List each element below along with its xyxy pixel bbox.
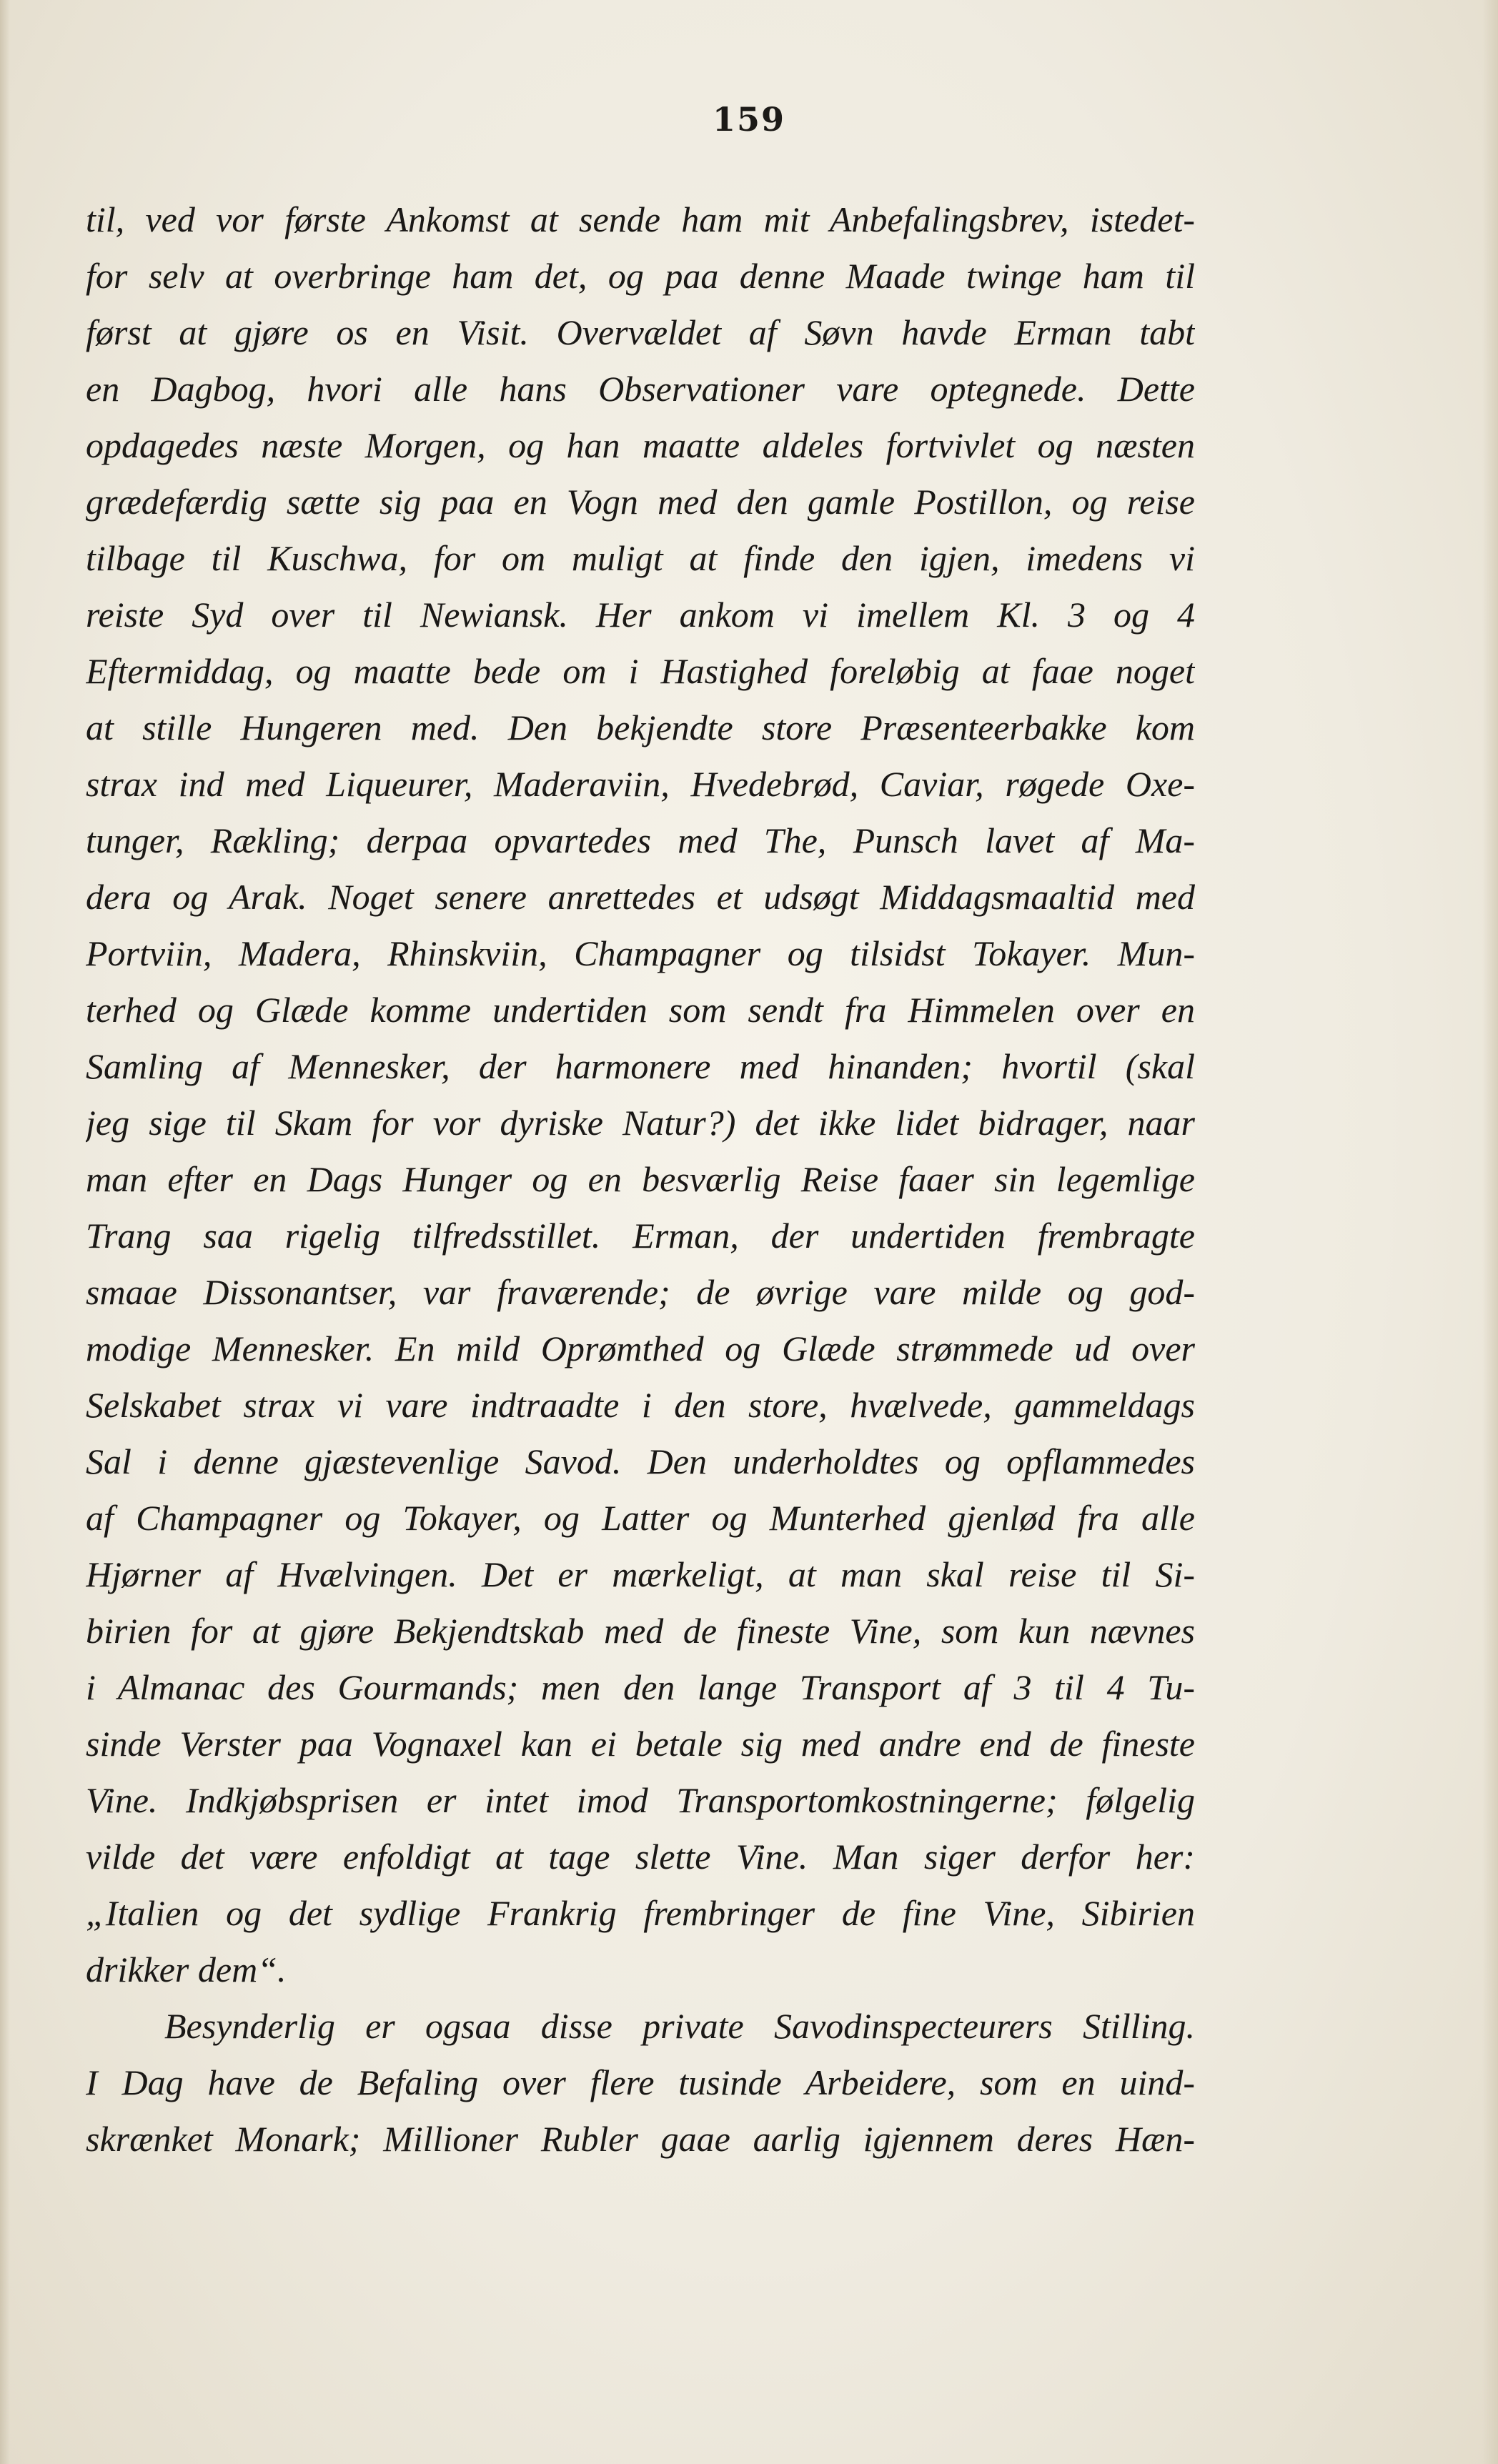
text-line: „Italien og det sydlige Frankrig frembringer de fine Vine, Sibirien: [86, 1893, 1195, 1933]
page-edge-right: [1482, 0, 1498, 2464]
page-number: 159: [712, 100, 786, 139]
text-line: i Almanac des Gourmands; men den lange Transport af 3 til 4 Tu-: [86, 1667, 1195, 1707]
text-line: Besynderlig er ogsaa disse private Savodinspecteurers Stilling.: [164, 2006, 1195, 2046]
text-line: sinde Verster paa Vognaxel kan ei betale sig med andre end de fineste: [86, 1724, 1195, 1764]
text-line: tilbage til Kuschwa, for om muligt at finde den igjen, imedens vi: [86, 538, 1195, 578]
text-line: Hjørner af Hvælvingen. Det er mærkeligt, at man skal reise til Si-: [86, 1554, 1195, 1594]
text-line: man efter en Dags Hunger og en besværlig Reise faaer sin legemlige: [86, 1159, 1195, 1199]
text-line: opdagedes næste Morgen, og han maatte aldeles fortvivlet og næsten: [86, 425, 1195, 465]
text-line: af Champagner og Tokayer, og Latter og Munterhed gjenlød fra alle: [86, 1498, 1195, 1538]
text-line: først at gjøre os en Visit. Overvældet af Søvn havde Erman tabt: [86, 312, 1195, 352]
text-line: Trang saa rigelig tilfredsstillet. Erman, der undertiden frembragte: [86, 1216, 1195, 1256]
text-line: terhed og Glæde komme undertiden som sendt fra Himmelen over en: [86, 990, 1195, 1030]
text-line: skrænket Monark; Millioner Rubler gaae aarlig igjennem deres Hæn-: [86, 2119, 1195, 2159]
text-line: Vine. Indkjøbsprisen er intet imod Transportomkostningerne; følgelig: [86, 1780, 1195, 1820]
body-text: [86, 192, 1195, 2167]
text-line: modige Mennesker. En mild Oprømthed og Glæde strømmede ud over: [86, 1328, 1195, 1368]
text-line: dera og Arak. Noget senere anrettedes et udsøgt Middagsmaaltid med: [86, 877, 1195, 917]
page-edge-left: [0, 0, 10, 2464]
text-line: til, ved vor første Ankomst at sende ham mit Anbefalingsbrev, istedet-: [86, 199, 1195, 239]
text-line: tunger, Rækling; derpaa opvartedes med The, Punsch lavet af Ma-: [86, 820, 1195, 860]
text-line: strax ind med Liqueurer, Maderaviin, Hvedebrød, Caviar, røgede Oxe-: [86, 764, 1195, 804]
text-line: I Dag have de Befaling over flere tusinde Arbeidere, som en uind-: [86, 2062, 1195, 2102]
text-line: drikker dem“.: [86, 1949, 287, 1989]
text-line: Selskabet strax vi vare indtraadte i den store, hvælvede, gammeldags: [86, 1385, 1195, 1425]
text-line: reiste Syd over til Newiansk. Her ankom vi imellem Kl. 3 og 4: [86, 595, 1195, 635]
text-line: jeg sige til Skam for vor dyriske Natur?) det ikke lidet bidrager, naar: [86, 1103, 1195, 1143]
text-line: Eftermiddag, og maatte bede om i Hastighed foreløbig at faae noget: [86, 651, 1195, 691]
text-line: Samling af Mennesker, der harmonere med hinanden; hvortil (skal: [86, 1046, 1195, 1086]
text-line: for selv at overbringe ham det, og paa denne Maade twinge ham til: [86, 256, 1195, 296]
text-line: grædefærdig sætte sig paa en Vogn med den gamle Postillon, og reise: [86, 482, 1195, 522]
text-line: vilde det være enfoldigt at tage slette Vine. Man siger derfor her:: [86, 1837, 1195, 1877]
text-line: smaae Dissonantser, var fraværende; de øvrige vare milde og god-: [86, 1272, 1195, 1312]
text-line: en Dagbog, hvori alle hans Observationer vare optegnede. Dette: [86, 369, 1195, 409]
text-line: Portviin, Madera, Rhinskviin, Champagner og tilsidst Tokayer. Mun-: [86, 933, 1195, 973]
text-line: Sal i denne gjæstevenlige Savod. Den underholdtes og opflammedes: [86, 1441, 1195, 1481]
text-line: at stille Hungeren med. Den bekjendte store Præsenteerbakke kom: [86, 707, 1195, 747]
text-line: birien for at gjøre Bekjendtskab med de fineste Vine, som kun nævnes: [86, 1611, 1195, 1651]
